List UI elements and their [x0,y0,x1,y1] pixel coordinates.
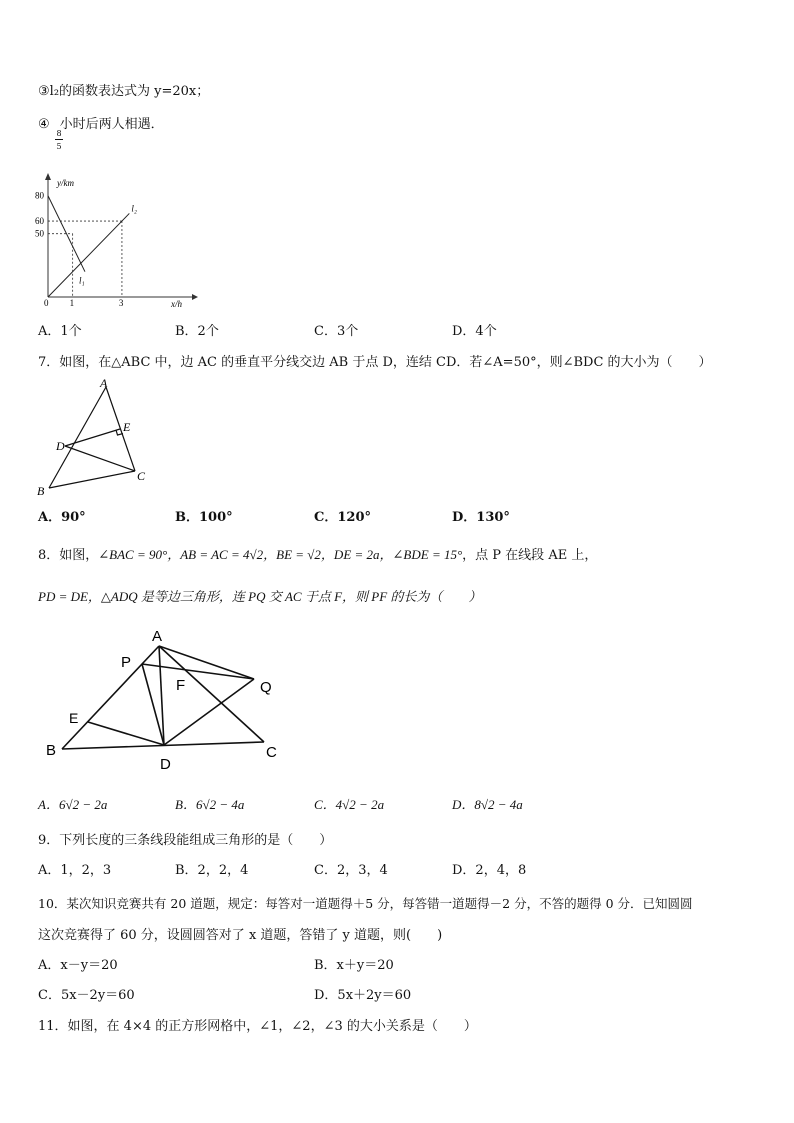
y-axis-label: y/km [57,178,74,188]
q9-option-a: A．1，2，3 [38,863,112,878]
fraction-numerator: 8 [56,129,62,138]
x-tick-label-3: 3 [118,298,124,308]
distance-time-graph [30,170,200,310]
question-8-stem-line1 [38,547,597,564]
statement-3-text: l₂的函数表达式为 y=20x； [49,84,210,99]
label-A: A [100,376,108,390]
series-label-1: l₁ [78,275,85,286]
x-axis-arrow [192,294,198,300]
q8-stem-prefix: 8．如图， [38,548,99,563]
question-10-stem-line2: 这次竞赛得了 60 分，设圆圆答对了 x 道题，答错了 y 道题，则( ) [38,928,443,943]
q10-option-b: B．x＋y＝20 [314,958,394,973]
q8-option-a: A．6√2 − 2a [38,797,108,812]
label-D: D [160,756,171,773]
q8-stem-suffix: ，点 P 在线段 AE 上， [462,548,598,563]
question-8-stem-line2: PD = DE，△ADQ 是等边三角形，连 PQ 交 AC 于点 F，则 PF 的长为（ ） [38,589,482,604]
statement-3 [38,84,209,100]
q6-option-b: B．2个 [175,324,219,339]
x-tick-label-0: 0 [44,298,49,308]
fraction-denominator: 5 [56,142,62,151]
q9-option-c: C．2，3，4 [314,863,388,878]
circled-number-4: ④ [38,117,50,132]
question-7-stem: 7．如图，在△ABC 中，边 AC 的垂直平分线交边 AB 于点 D，连结 CD．若∠A=50°，则∠BDC 的大小为（ ） [38,355,712,370]
q8-option-c: C．4√2 − 2a [314,797,385,812]
question-9-stem: 9．下列长度的三条线段能组成三角形的是（ ） [38,833,333,848]
q7-option-d: D．130° [452,510,510,525]
label-C: C [266,744,277,761]
q8-option-b: B．6√2 − 4a [175,797,245,812]
label-B: B [46,742,57,759]
q9-option-b: B．2，2，4 [175,863,249,878]
q7-option-a: A．90° [38,510,86,525]
statement-4-text: 小时后两人相遇． [59,117,164,132]
q6-option-a: A．1个 [38,324,82,339]
triangle-abc-figure [32,376,162,498]
label-B: B [37,484,45,498]
label-F: F [176,677,186,694]
y-tick-label-60: 60 [35,216,44,227]
q7-option-b: B．100° [175,510,233,525]
question-10-stem-line1: 10．某次知识竞赛共有 20 道题，规定：每答对一道题得＋5 分，每答错一道题得－2 分，不答的题得 0 分．已知圆圆 [38,896,693,911]
q6-option-d: D．4个 [452,324,497,339]
q10-option-d: D．5x＋2y＝60 [314,988,412,1003]
q8-option-d: D．8√2 − 4a [452,797,523,812]
series-label-2: l₂ [131,203,137,214]
q6-option-c: C．3个 [314,324,359,339]
y-tick-label-50: 50 [35,228,44,239]
fraction-bar [55,139,63,140]
question-11-stem: 11．如图，在 4×4 的正方形网格中，∠1，∠2，∠3 的大小关系是（ ） [38,1019,477,1034]
q10-option-a: A．x－y＝20 [38,958,118,973]
label-C: C [137,469,146,483]
label-D: D [56,439,65,453]
x-axis-label: x/h [171,299,182,309]
label-E: E [123,420,131,434]
q8-stem-conditions: ∠BAC = 90°，AB = AC = 4√2，BE = √2，DE = 2a，∠BDE = 15° [98,547,463,562]
y-tick-label-80: 80 [35,190,44,201]
label-Q: Q [260,679,272,696]
triangle-pq-figure [40,622,290,777]
circled-number-3: ③ [38,84,50,99]
label-E: E [69,710,79,726]
q10-option-c: C．5x－2y＝60 [38,988,135,1003]
q9-option-d: D．2，4，8 [452,863,527,878]
series-line-2 [48,213,129,297]
label-P: P [121,654,132,671]
label-A: A [152,628,163,645]
y-axis-arrow [45,173,51,180]
q7-option-c: C．120° [314,510,371,525]
x-tick-label-1: 1 [69,298,75,308]
